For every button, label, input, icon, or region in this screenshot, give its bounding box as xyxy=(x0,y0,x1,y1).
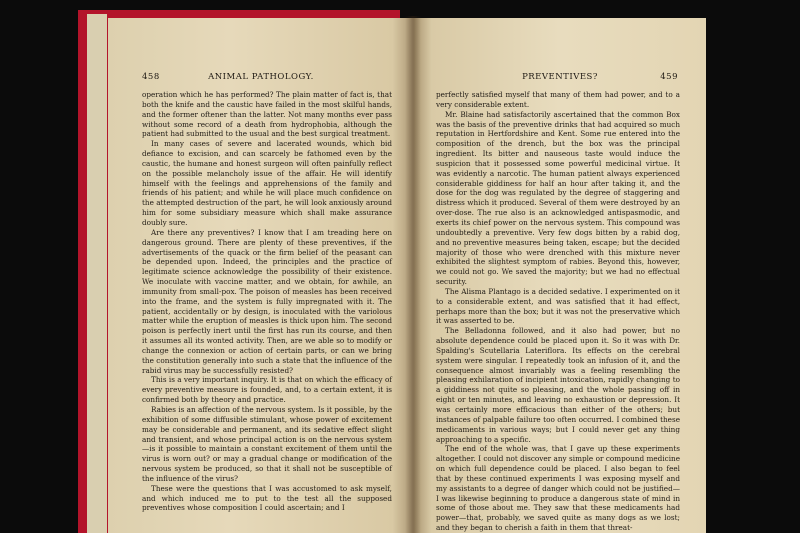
paragraph: The end of the whole was, that I gave up these experiments altogether. I could not discover any simple or compound medicine on which full dependence could be placed. I also began to feel that by these continued experiments I was exposing myself and my assistants to a degree of danger which could not be justified—I was likewise beginning to produce a dangerous state of mind in some of those about me. They saw that these medicaments had power—that, probably, we saved quite as many dogs as we lost; and they began to cherish a faith in them that threat- xyxy=(436,444,680,533)
paragraph: operation which he has performed? The plain matter of fact is, that both the knife and the caustic have failed in the most skilful hands, and the former oftener than the latter. Not many months ever pass without some record of a death from hydrophobia, although the patient had submitted to the usual and the best surgical treatment. xyxy=(142,90,392,139)
paragraph: perfectly satisfied myself that many of them had power, and to a very considerable extent. xyxy=(436,90,680,109)
paragraph: This is a very important inquiry. It is that on which the efficacy of every preventive measure is founded, and, to a certain extent, it is confirmed both by theory and practice. xyxy=(142,375,392,405)
paragraph: The Belladonna followed, and it also had power, but no absolute dependence could be placed upon it. So it was with Dr. Spalding's Scutellaria Lateriflora. Its effects on the cerebral system were singular. I repeatedly took an infusion of it, and the consequence almost invariably was a feeling resembling the pleasing exhilaration of incipient intoxication, rapidly changing to a giddiness not quite so pleasing, and the whole passing off in eight or ten minutes, and leaving no exhaustion or depression. It was certainly more efficacious than either of the others; but instances of palpable failure too often occurred. I combined these medicaments in various ways; but I could never get any thing approaching to a specific. xyxy=(436,326,680,444)
paragraph: Mr. Blaine had satisfactorily ascertained that the common Box was the basis of the preventive drinks that had acquired so much reputation in Hertfordshire and Kent. Some rue entered into the composition of the drench, but the box was the principal ingredient. Its bitter and nauseous taste would induce the suspicion that it possessed some powerful medicinal virtue. It was evidently a narcotic. The human patient always experienced considerable giddiness for half an hour after taking it, and the dose for the dog was regulated by the degree of staggering and distress which it produced. Several of them were destroyed by an over-dose. The rue also is an acknowledged antispasmodic, and exerts its chief power on the nervous system. This compound was undoubtedly a preventive. Very few dogs bitten by a rabid dog, and no preventive measures being taken, escape; but the decided majority of those who were drenched with this mixture never exhibited the slightest symptom of rabies. Beyond this, however, we could not go. We saved the majority; but we had no effectual security. xyxy=(436,109,680,287)
page-number: 459 xyxy=(660,72,678,82)
paragraph: In many cases of severe and lacerated wounds, which bid defiance to excision, and can scarcely be fathomed even by the caustic, the humane and honest surgeon will often painfully reflect on the possible melancholy issue of the affair. He will identify himself with the feelings and apprehensions of the family and friends of his patient; and while he will place much confidence on the attempted destruction of the part, he will look anxiously around him for some subsidiary measure which shall make assurance doubly sure. xyxy=(142,139,392,227)
right-page-text xyxy=(436,90,680,533)
right-page xyxy=(414,18,706,533)
book-gutter xyxy=(405,16,421,533)
page-number: 458 xyxy=(142,72,160,82)
left-page-text xyxy=(142,90,392,527)
running-head: PREVENTIVES? xyxy=(522,72,598,82)
left-page-header xyxy=(108,72,414,86)
paragraph: Rabies is an affection of the nervous system. Is it possible, by the exhibition of some diffusible stimulant, whose power of excitement may be considerable and permanent, and its sedative effect slight and transient, and whose principal action is on the nervous system—is it possible to maintain a constant excitement of them until the virus is worn out? or may a gradual change or modification of the nervous system be produced, so that it shall not be susceptible of the influence of the virus? xyxy=(142,405,392,483)
paragraph: Are there any preventives? I know that I am treading here on dangerous ground. There are plenty of these preventives, if the advertisements of the quack or the firm belief of the peasant can be depended upon. Indeed, the principles and the practice of legitimate science acknowledge the possibility of their existence. We inoculate with vaccine matter, and we obtain, for awhile, an immunity from small-pox. The poison of measles has been received into the frame, and the system is fully impregnated with it. The patient, accidentally or by design, is inoculated with the variolous matter while the eruption of measles is thick upon him. The second poison is perfectly inert until the first has run its course, and then it assumes all its wonted activity. Then, are we able so to modify or change the connexion or action of certain parts, or can we bring the constitution generally into such a state that the influence of the rabid virus may be successfully resisted? xyxy=(142,227,392,375)
paragraph: The Alisma Plantago is a decided sedative. I experimented on it to a considerable extent, and was satisfied that it had effect, perhaps more than the box; but it was not the preservative which it was asserted to be. xyxy=(436,286,680,326)
left-page xyxy=(108,18,414,533)
running-head: ANIMAL PATHOLOGY. xyxy=(208,72,314,82)
right-page-header xyxy=(414,72,706,86)
paragraph: These were the questions that I was accustomed to ask myself, and which induced me to put to the test all the supposed preventives whose composition I could ascertain; and I xyxy=(142,483,392,513)
flyleaf xyxy=(87,14,107,533)
